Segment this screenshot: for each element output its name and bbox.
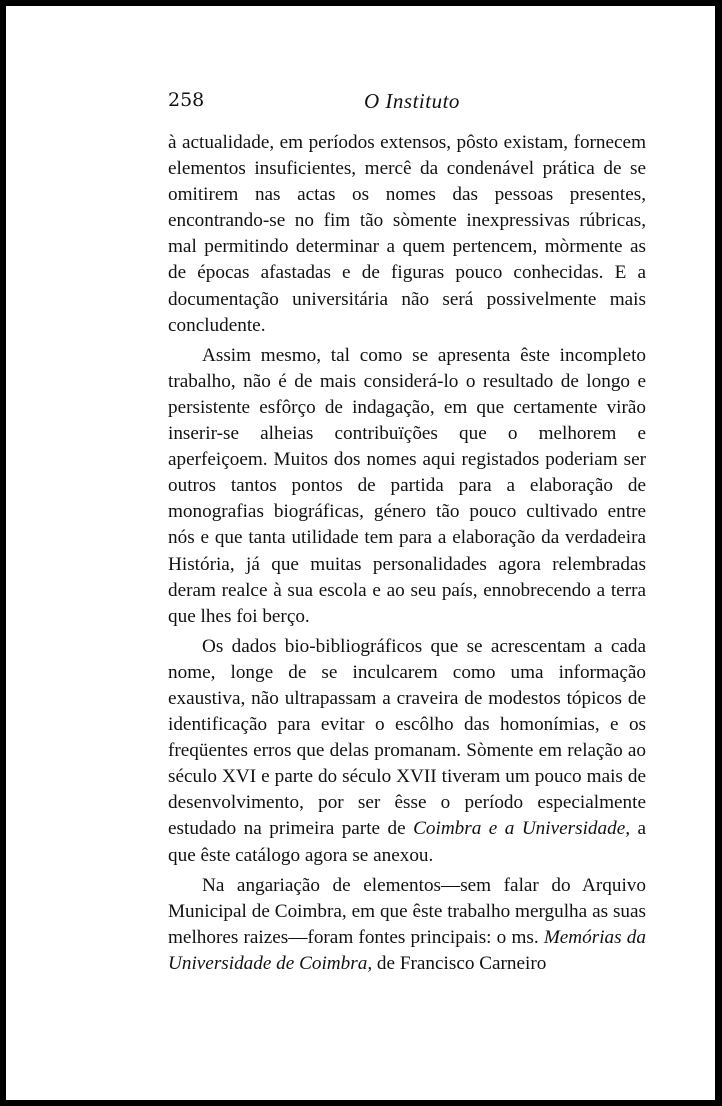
- running-head: O Instituto: [364, 89, 460, 113]
- body-text: [168, 130, 646, 981]
- paragraph-4-text-end: de Francisco Carneiro: [372, 952, 547, 974]
- paragraph-3-text: Os dados bio-bibliográficos que se acrescentam a cada nome, longe de se inculcarem como uma informação exaustiva, não ultrapassam a craveira de modestos tópicos de identificação para evitar o escôlho das homonímias, e os freqüentes erros que delas promanam. Sòmente em relação ao século XVI e parte do século XVII tiveram um pouco mais de desenvolvimento, por ser êsse o período especialmente estudado na primeira parte de: [168, 635, 646, 840]
- book-title-coimbra-e-a-universidade: Coimbra e a Universidade,: [413, 818, 631, 840]
- paragraph-3: [168, 634, 646, 869]
- book-page: [6, 6, 715, 1100]
- paragraph-1: [168, 130, 646, 339]
- page-header: [168, 89, 646, 119]
- paragraph-4-text: Na angariação de elementos—sem falar do Arquivo Municipal de Coimbra, em que êste trabalho mergulha as suas melhores raizes—foram fontes principais: o ms.: [168, 874, 646, 948]
- paragraph-3-text-end: a que êste catálogo agora se anexou.: [168, 818, 646, 866]
- paragraph-1-text: à actualidade, em períodos extensos, pôsto existam, fornecem elementos insuficientes, mercê da condenável prática de se omitirem nas actas os nomes das pessoas presentes, encontrando-se no fim tão sòmente inexpressivas rúbricas, mal permitindo determinar a quem pertencem, mòrmente as de épocas afastadas e de figuras pouco conhecidas. E a documentação universitária não será possivelmente mais concludente.: [168, 132, 646, 336]
- page-number: 258: [168, 89, 205, 111]
- paragraph-2-text: Assim mesmo, tal como se apresenta êste incompleto trabalho, não é de mais considerá-lo o resultado de longo e persistente esfôrço de indagação, em que certamente virão inserir-se alheias contribuïções que o melhorem e aperfeiçoem. Muitos dos nomes aqui registados poderiam ser outros tantos pontos de partida para a elaboração de monografias biográficas, género tão pouco cultivado entre nós e que tanta utilidade tem para a elaboração da verdadeira História, já que muitas personalidades agora relembradas deram realce à sua escola e ao seu país, ennobrecendo a terra que lhes foi berço.: [168, 344, 646, 627]
- paragraph-2: [168, 343, 646, 630]
- paragraph-4: [168, 873, 646, 977]
- manuscript-title-memorias: Memórias da Universidade de Coimbra,: [168, 926, 646, 974]
